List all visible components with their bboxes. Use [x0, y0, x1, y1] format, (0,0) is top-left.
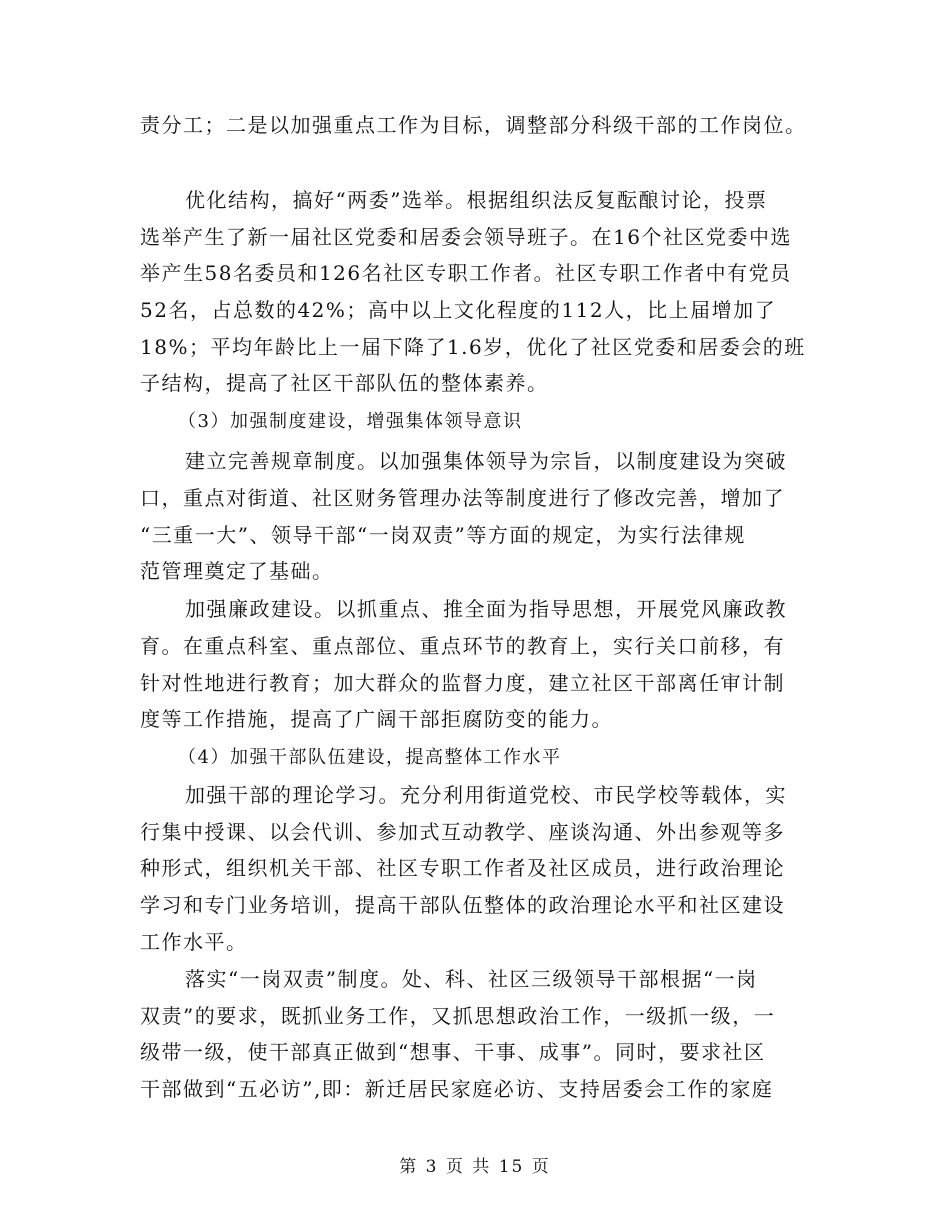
section-heading: （4）加强干部队伍建设，提高整体工作水平: [178, 747, 562, 768]
text-line: 针对性地进行教育；加大群众的监督力度，建立社区干部离任审计制: [140, 671, 785, 695]
text-line: 子结构，提高了社区干部队伍的整体素养。: [140, 371, 549, 395]
text-line: 加强干部的理论学习。充分利用街道党校、市民学校等载体，实: [185, 783, 787, 807]
text-line: 加强廉政建设。以抓重点、推全面为指导思想，开展党风廉政教: [185, 597, 787, 621]
text-line: 落实“一岗双责”制度。处、科、社区三级领导干部根据“一岗: [185, 967, 758, 991]
text-line: 种形式，组织机关干部、社区专职工作者及社区成员，进行政治理论: [140, 856, 785, 880]
text-line: “三重一大”、领导干部“一岗双责”等方面的规定，为实行法律规: [140, 523, 746, 547]
text-line: 干部做到“五必访”,即：新迁居民家庭必访、支持居委会工作的家庭: [140, 1077, 774, 1101]
text-line: 建立完善规章制度。以加强集体领导为宗旨，以制度建设为突破: [185, 449, 787, 473]
text-line: 工作水平。: [140, 930, 248, 954]
text-line: 口，重点对街道、社区财务管理办法等制度进行了修改完善，增加了: [140, 486, 785, 510]
page-number-footer: 第 3 页 共 15 页: [399, 1157, 551, 1177]
text-line: 范管理奠定了基础。: [140, 559, 334, 583]
text-line: 级带一级，使干部真正做到“想事、干事、成事”。同时，要求社区: [140, 1040, 766, 1064]
text-line: 52名，占总数的42%；高中以上文化程度的112人，比上届增加了: [140, 298, 777, 322]
text-line: 18%；平均年龄比上一届下降了1.6岁，优化了社区党委和居委会的班: [140, 335, 806, 359]
text-line: 双责”的要求，既抓业务工作，又抓思想政治工作，一级抓一级，一: [140, 1004, 776, 1028]
text-line: 育。在重点科室、重点部位、重点环节的教育上，实行关口前移，有: [140, 634, 785, 658]
text-line: 选举产生了新一届社区党委和居委会领导班子。在16个社区党委中选: [140, 225, 792, 249]
text-line: 行集中授课、以会代训、参加式互动教学、座谈沟通、外出参观等多: [140, 820, 785, 844]
text-line: 学习和专门业务培训，提高干部队伍整体的政治理论水平和社区建设: [140, 893, 785, 917]
text-line: 优化结构，搞好“两委”选举。根据组织法反复酝酿讨论，投票: [185, 188, 768, 212]
text-line: 举产生58名委员和126名社区专职工作者。社区专职工作者中有党员: [140, 261, 792, 285]
text-line: 度等工作措施，提高了广阔干部拒腐防变的能力。: [140, 707, 613, 731]
section-heading: （3）加强制度建设，增强集体领导意识: [178, 411, 523, 432]
text-line: 责分工；二是以加强重点工作为目标，调整部分科级干部的工作岗位。: [140, 113, 807, 137]
